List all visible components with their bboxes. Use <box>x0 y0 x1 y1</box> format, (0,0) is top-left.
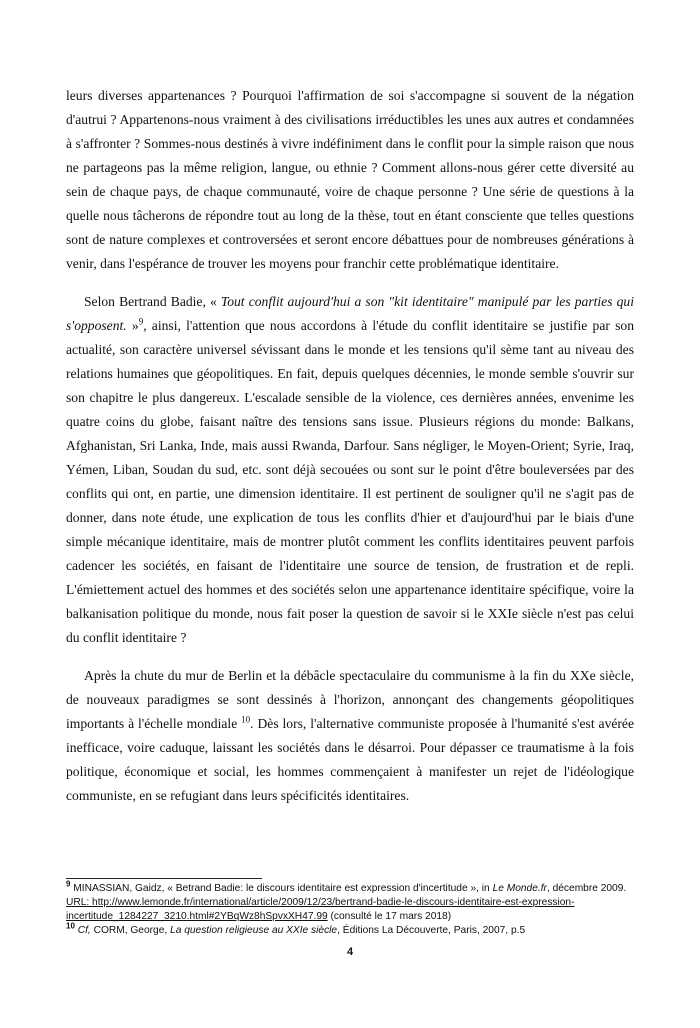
footnote-10-title: La question religieuse au XXIe siècle <box>170 925 338 936</box>
footnote-10-publisher: , Éditions La Découverte, Paris, 2007, p.5 <box>337 925 526 936</box>
paragraph-2 <box>66 290 634 650</box>
footnote-9-date: , décembre 2009. <box>546 883 627 894</box>
body-text <box>66 84 634 808</box>
footnote-10 <box>66 921 634 938</box>
paragraph-2-rest: , ainsi, l'attention que nous accordons à l'étude du conflit identitaire se justifie par son actualité, son caractère universel sévissant dans le monde et les tensions qu'il sème tant au niveau des relations humaines que géopolitiques. En fait, depuis quelques décennies, le monde semble s'ouvrir sur son chapitre le plus dangereux. L'escalade sensible de la violence, ces dernières années, envenime les quatre coins du globe, faisant naître des tensions sans issue. Plusieurs régions du monde: Balkans, Afghanistan, Sri Lanka, Inde, mais aussi Rwanda, Darfour. Sans négliger, le Moyen-Orient; Syrie, Iraq, Yémen, Liban, Soudan du sud, etc. sont déjà secouées ou sont sur le point d'être bouleversées par des conflits qui ont, en partie, une dimension identitaire. Il est pertinent de souligner qu'il ne s'agit pas de donner, dans note étude, une explication de tous les conflits d'hier et d'aujourd'hui par le biais d'une simple mécanique identitaire, mais de montrer plutôt comment les conflits identitaires peuvent parfois cadencer les sociétés, en faisant de l'identitaire une source de tension, de frustration et de repli. L'émiettement actuel des hommes et des sociétés selon une appartenance identitaire spécifique, voire la balkanisation politique du monde, nous fait poser la question de savoir si le XXIe siècle n'est pas celui du conflit identitaire ? <box>66 318 634 645</box>
quote-close: » <box>126 318 139 333</box>
footnote-9-url[interactable]: URL: http://www.lemonde.fr/international/article/2009/12/23/bertrand-badie-le-discours-identitaire-est-expression-incertitude_1284227_3210.html#2YBqWz8hSpvxXH47.99 <box>66 897 575 922</box>
footnote-9-consulted: (consulté le 17 mars 2018) <box>327 911 452 922</box>
paragraph-3-part2: . Dès lors, l'alternative communiste proposée à l'humanité s'est avérée inefficace, voire caduque, laissant les sociétés dans le désarroi. Pour dépasser ce traumatisme à la fois politique, économique et social, les hommes commençaient à manifester un rejet de l'idéologique communiste, en se refugiant dans leurs spécificités identitaires. <box>66 716 634 803</box>
footnote-separator <box>66 878 262 879</box>
footnote-10-author: CORM, George, <box>90 925 171 936</box>
paragraph-3-part1: Après la chute du mur de Berlin et la débâcle spectaculaire du communisme à la fin du XXe siècle, de nouveaux paradigmes se sont dessinés à l'horizon, annonçant des changements géopolitiques importants à l'échelle mondiale <box>66 668 634 731</box>
footnotes <box>66 879 634 938</box>
footnote-9-number: 9 <box>66 879 71 889</box>
footnote-10-number: 10 <box>66 921 75 931</box>
footnote-9-text: MINASSIAN, Gaidz, « Betrand Badie: le discours identitaire est expression d'incertitude », in <box>70 883 493 894</box>
footnote-10-cf: Cf, <box>74 925 91 936</box>
footnote-ref-10[interactable]: 10 <box>241 714 251 725</box>
badie-quote: Tout conflit aujourd'hui a son "kit identitaire" manipulé par les parties qui s'opposent. <box>66 294 634 333</box>
footnote-9-source: Le Monde.fr <box>492 883 547 894</box>
footnote-9 <box>66 879 634 924</box>
footnote-ref-9[interactable]: 9 <box>138 316 144 327</box>
paragraph-3 <box>66 664 634 808</box>
page-number: 4 <box>346 946 354 958</box>
paragraph-1: leurs diverses appartenances ? Pourquoi l'affirmation de soi s'accompagne si souvent de la négation d'autrui ? Appartenons-nous vraiment à des civilisations irréductibles les unes aux autres et condamnées à s'affronter ? Sommes-nous destinés à vivre indéfiniment dans le conflit pour la simple raison que nous ne partageons pas la même religion, langue, ou ethnie ? Comment allons-nous gérer cette diversité au sein de chaque pays, de chaque communauté, voire de chaque personne ? Une série de questions à la quelle nous tâcherons de répondre tout au long de la thèse, tout en étant consciente que telles questions sont de nature complexes et controversées et seront encore débattues pour de nombreuses générations à venir, dans l'espérance de trouver les moyens pour franchir cette problématique identitaire. <box>66 88 634 271</box>
paragraph-2-lead: Selon Bertrand Badie, « <box>84 294 221 309</box>
